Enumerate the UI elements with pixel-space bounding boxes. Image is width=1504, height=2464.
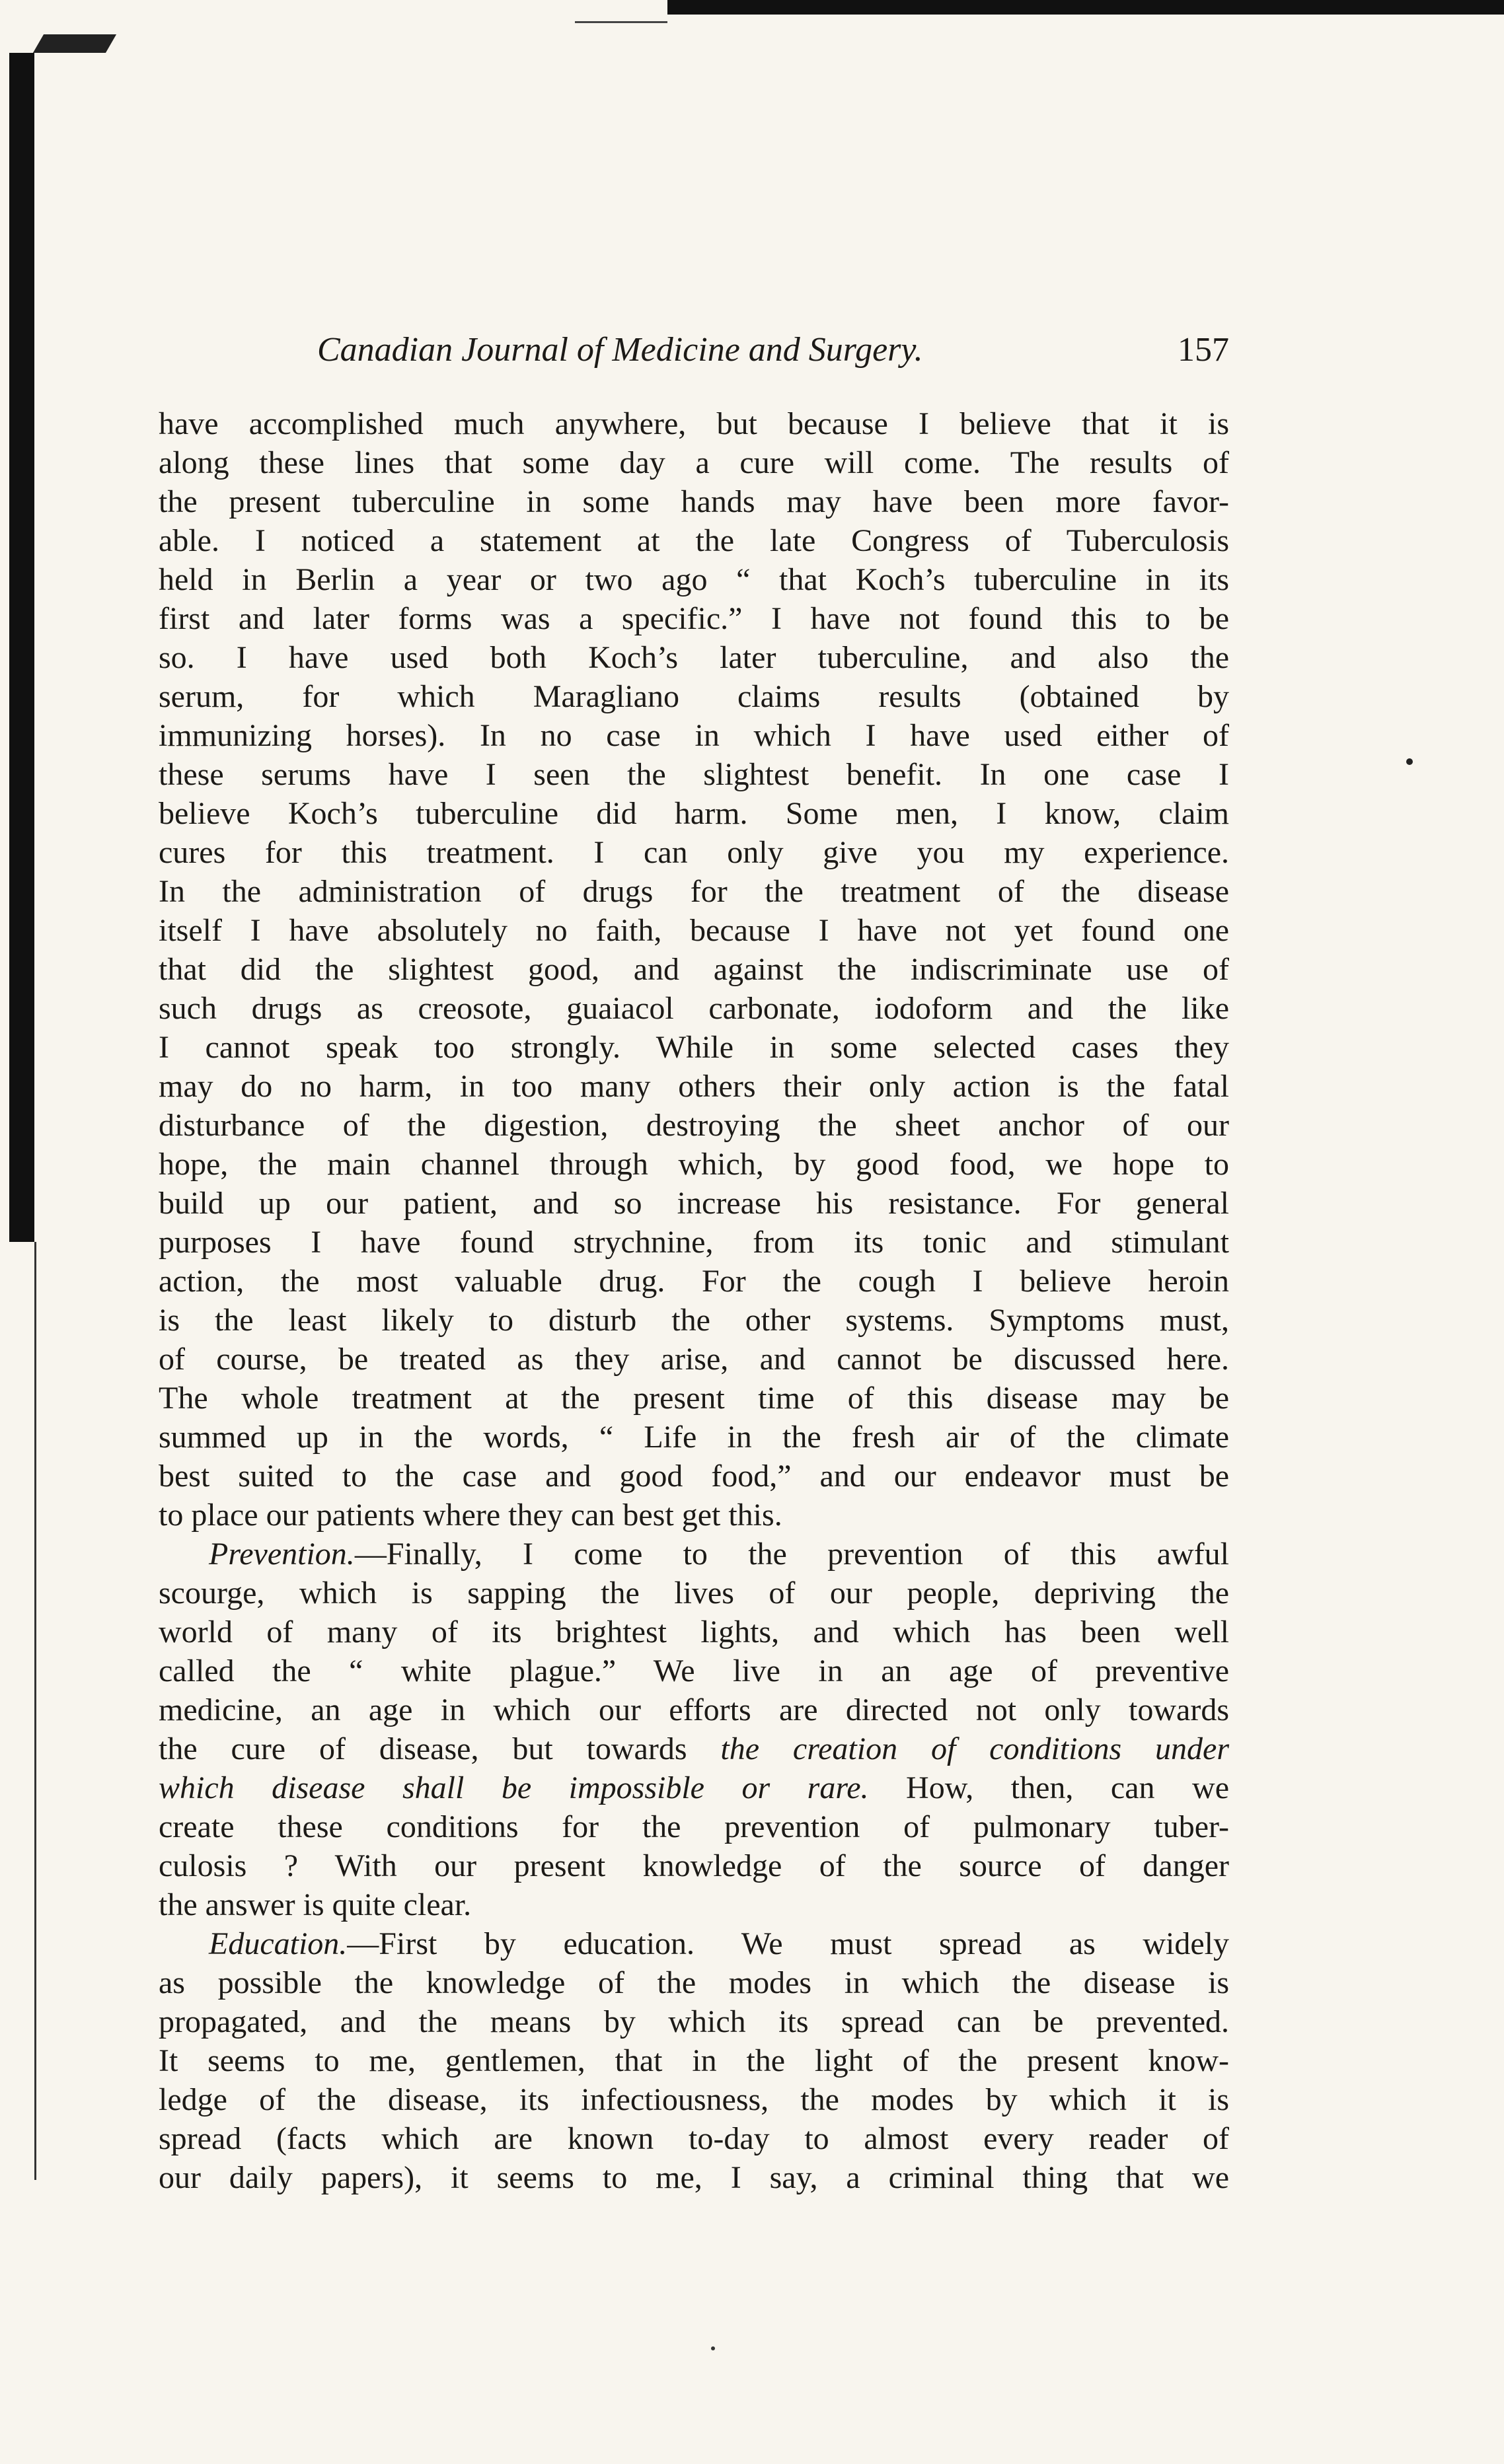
line-text: summed up in the words, “ Life in the fresh air of the climate bbox=[159, 1420, 1229, 1455]
line-text: the answer is quite clear. bbox=[159, 1887, 472, 1922]
line-text: build up our patient, and so increase his resistance. For general bbox=[159, 1186, 1229, 1221]
text-line bbox=[159, 1807, 1229, 1846]
text-line bbox=[159, 872, 1229, 911]
text-line bbox=[159, 599, 1229, 638]
scan-edge-top-thin bbox=[575, 21, 667, 23]
line-text: —First by education. We must spread as widely bbox=[347, 1926, 1229, 1961]
text-line bbox=[159, 2080, 1229, 2119]
text-line bbox=[159, 794, 1229, 833]
line-text: —Finally, I come to the prevention of this awful bbox=[354, 1537, 1229, 1572]
text-line bbox=[159, 755, 1229, 794]
line-text: itself I have absolutely no faith, because I have not yet found one bbox=[159, 913, 1229, 948]
line-text: How, then, can we bbox=[868, 1770, 1229, 1805]
line-text: of course, be treated as they arise, and cannot be discussed here. bbox=[159, 1342, 1229, 1377]
line-text: cures for this treatment. I can only give you my experience. bbox=[159, 835, 1229, 870]
page-number: 157 bbox=[1178, 331, 1229, 369]
line-text: along these lines that some day a cure will come. The results of bbox=[159, 445, 1229, 480]
line-text: able. I noticed a statement at the late Congress of Tuberculosis bbox=[159, 523, 1229, 558]
line-text: to place our patients where they can best get this. bbox=[159, 1498, 782, 1533]
text-line bbox=[159, 1457, 1229, 1496]
text-line bbox=[159, 1612, 1229, 1651]
line-text: that did the slightest good, and against the indiscriminate use of bbox=[159, 952, 1229, 987]
text-line bbox=[159, 521, 1229, 560]
line-text: hope, the main channel through which, by good food, we hope to bbox=[159, 1147, 1229, 1182]
journal-title: Canadian Journal of Medicine and Surgery. bbox=[317, 331, 923, 369]
text-line bbox=[159, 560, 1229, 599]
text-line bbox=[159, 482, 1229, 521]
text-line bbox=[159, 1184, 1229, 1223]
line-text: these serums have I seen the slightest benefit. In one case I bbox=[159, 757, 1229, 792]
line-text: disturbance of the digestion, destroying the sheet anchor of our bbox=[159, 1108, 1229, 1143]
text-line bbox=[159, 833, 1229, 872]
text-line bbox=[159, 1340, 1229, 1379]
text-line bbox=[159, 404, 1229, 443]
text-line bbox=[159, 911, 1229, 950]
line-text: best suited to the case and good food,” and our endeavor must be bbox=[159, 1459, 1229, 1494]
line-text: I cannot speak too strongly. While in some selected cases they bbox=[159, 1030, 1229, 1065]
line-text: is the least likely to disturb the other systems. Symptoms must, bbox=[159, 1303, 1229, 1338]
line-text: world of many of its brightest lights, and which has been well bbox=[159, 1614, 1229, 1649]
line-text: such drugs as creosote, guaiacol carbonate, iodoform and the like bbox=[159, 991, 1229, 1026]
line-text: The whole treatment at the present time of this disease may be bbox=[159, 1381, 1229, 1416]
ink-speck-bottom bbox=[711, 2346, 715, 2350]
scan-edge-top bbox=[667, 0, 1504, 15]
line-text: as possible the knowledge of the modes in which the disease is bbox=[159, 1965, 1229, 2000]
text-line bbox=[159, 1924, 1229, 1963]
text-line bbox=[159, 1418, 1229, 1457]
text-line bbox=[159, 677, 1229, 716]
line-text: our daily papers), it seems to me, I say, a criminal thing that we bbox=[159, 2160, 1229, 2195]
text-line bbox=[159, 1768, 1229, 1807]
text-line bbox=[159, 2041, 1229, 2080]
text-line bbox=[159, 1574, 1229, 1612]
text-line bbox=[159, 1690, 1229, 1729]
scan-edge-left bbox=[9, 53, 34, 1242]
text-line bbox=[159, 1223, 1229, 1262]
text-line bbox=[159, 1651, 1229, 1690]
line-text: serum, for which Maragliano claims results (obtained by bbox=[159, 679, 1229, 714]
text-line bbox=[159, 443, 1229, 482]
line-text: first and later forms was a specific.” I have not found this to be bbox=[159, 601, 1229, 636]
text-line bbox=[159, 1028, 1229, 1067]
line-text: spread (facts which are known to-day to almost every reader of bbox=[159, 2121, 1229, 2156]
text-line bbox=[159, 638, 1229, 677]
line-text: immunizing horses). In no case in which I have used either of bbox=[159, 718, 1229, 753]
line-text: In the administration of drugs for the treatment of the disease bbox=[159, 874, 1229, 909]
italic-phrase: which disease shall be impossible or rare. bbox=[159, 1770, 869, 1805]
text-line bbox=[159, 716, 1229, 755]
italic-phrase: Education. bbox=[209, 1926, 348, 1961]
article-body bbox=[159, 404, 1229, 2197]
text-line bbox=[159, 1963, 1229, 2002]
text-line bbox=[159, 1262, 1229, 1301]
text-line bbox=[159, 1885, 1229, 1924]
line-text: purposes I have found strychnine, from its tonic and stimulant bbox=[159, 1225, 1229, 1260]
italic-phrase: the creation of conditions under bbox=[720, 1731, 1229, 1766]
text-line bbox=[159, 989, 1229, 1028]
line-text: called the “ white plague.” We live in an age of preventive bbox=[159, 1653, 1229, 1688]
line-text: culosis ? With our present knowledge of the source of danger bbox=[159, 1848, 1229, 1883]
text-line bbox=[159, 1067, 1229, 1106]
line-text: held in Berlin a year or two ago “ that Koch’s tuberculine in its bbox=[159, 562, 1229, 597]
line-text: action, the most valuable drug. For the cough I believe heroin bbox=[159, 1264, 1229, 1299]
scan-corner-mark bbox=[33, 34, 116, 53]
ink-speck bbox=[1406, 758, 1413, 765]
line-text: medicine, an age in which our efforts are directed not only towards bbox=[159, 1692, 1229, 1727]
line-text: scourge, which is sapping the lives of our people, depriving the bbox=[159, 1576, 1229, 1611]
running-head bbox=[159, 330, 1229, 377]
line-text: the present tuberculine in some hands may have been more favor- bbox=[159, 484, 1229, 519]
line-text: believe Koch’s tuberculine did harm. Some men, I know, claim bbox=[159, 796, 1229, 831]
line-text: so. I have used both Koch’s later tuberculine, and also the bbox=[159, 640, 1229, 675]
line-text: the cure of disease, but towards bbox=[159, 1731, 721, 1766]
text-line bbox=[159, 1106, 1229, 1145]
text-line bbox=[159, 1535, 1229, 1574]
text-line bbox=[159, 1301, 1229, 1340]
text-line bbox=[159, 2002, 1229, 2041]
line-text: It seems to me, gentlemen, that in the light of the present know- bbox=[159, 2043, 1229, 2078]
text-line bbox=[159, 2158, 1229, 2197]
scan-edge-left-thin bbox=[34, 1242, 36, 2180]
line-text: ledge of the disease, its infectiousness, the modes by which it is bbox=[159, 2082, 1229, 2117]
text-line bbox=[159, 950, 1229, 989]
text-line bbox=[159, 1496, 1229, 1535]
text-line bbox=[159, 1846, 1229, 1885]
italic-phrase: Prevention. bbox=[209, 1537, 355, 1572]
text-line bbox=[159, 1729, 1229, 1768]
text-line bbox=[159, 2119, 1229, 2158]
line-text: propagated, and the means by which its spread can be prevented. bbox=[159, 2004, 1229, 2039]
text-line bbox=[159, 1379, 1229, 1418]
line-text: have accomplished much anywhere, but because I believe that it is bbox=[159, 406, 1229, 441]
line-text: may do no harm, in too many others their only action is the fatal bbox=[159, 1069, 1229, 1104]
text-line bbox=[159, 1145, 1229, 1184]
line-text: create these conditions for the prevention of pulmonary tuber- bbox=[159, 1809, 1229, 1844]
